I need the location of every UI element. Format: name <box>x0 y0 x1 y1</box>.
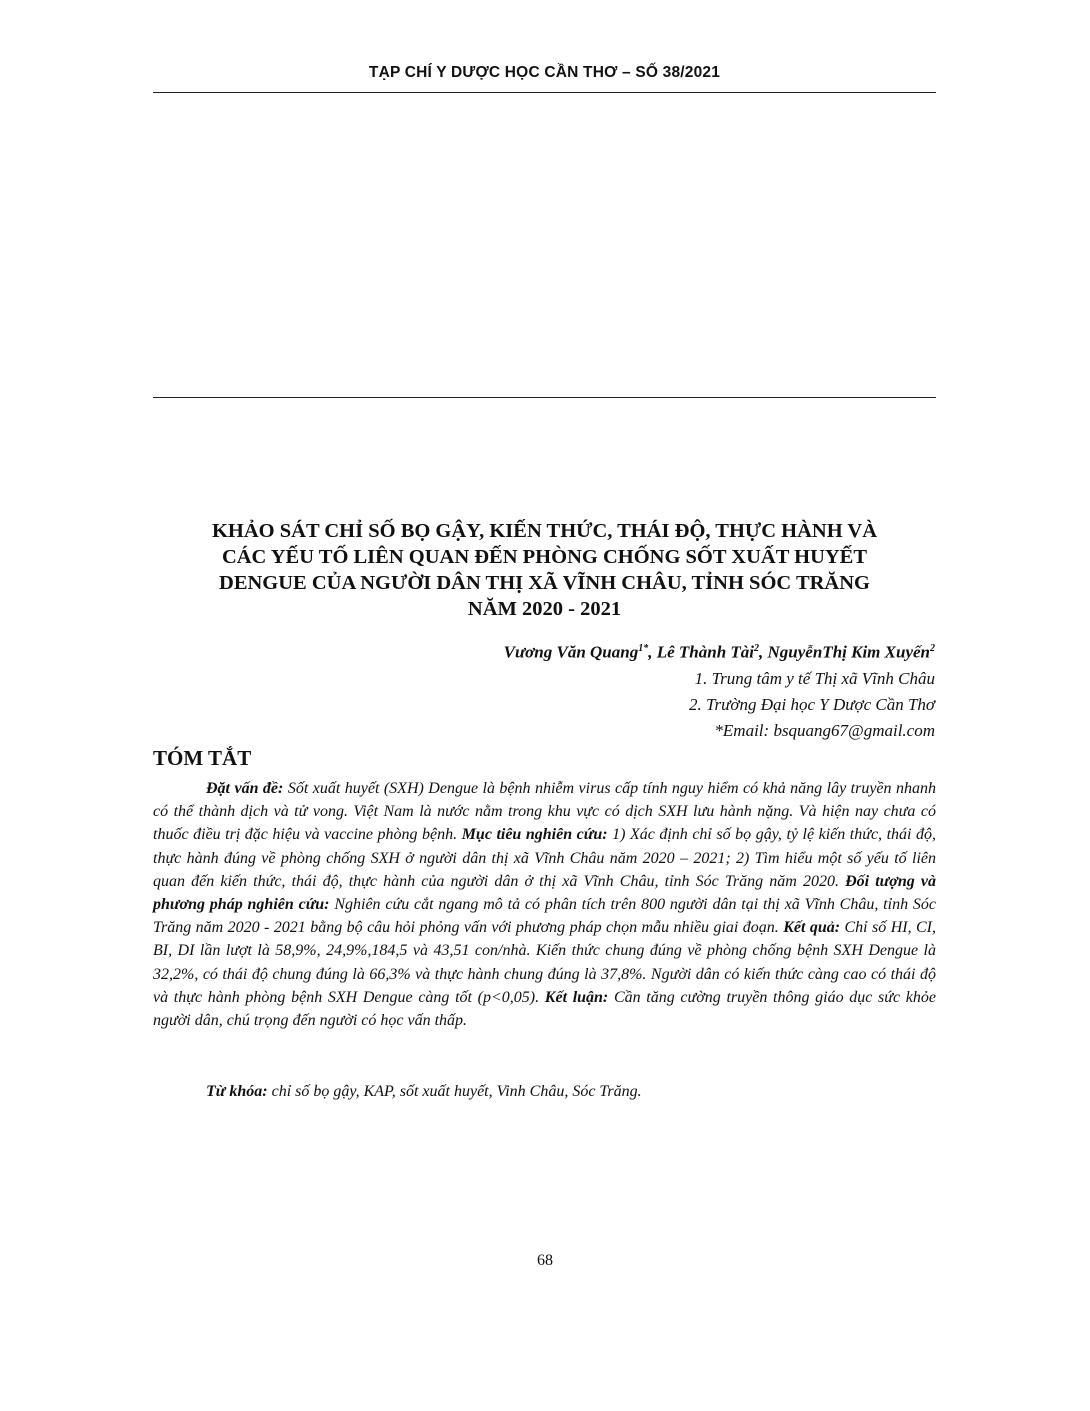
corresponding-email: *Email: bsquang67@gmail.com <box>714 720 935 740</box>
author-block <box>504 636 935 744</box>
header-rule <box>153 92 936 93</box>
title-line: NĂM 2020 - 2021 <box>467 598 622 620</box>
journal-header: TẠP CHÍ Y DƯỢC HỌC CẦN THƠ – SỐ 38/2021 <box>368 64 721 81</box>
keywords-label: Từ khóa: <box>206 1083 268 1100</box>
method-text: Nghiên cứu cắt ngang mô tả có phân tích trên 800 người dân tại thị xã Vĩnh Châu, tỉnh Sóc Trăng năm 2020 - 2021 bằng bộ câu hỏi phỏng vấn với phương pháp chọn mẫu nhiều giai đoạn. <box>153 896 937 937</box>
method-label: Đối tượng và phương pháp nghiên cứu: <box>153 872 936 914</box>
abstract-body <box>153 777 936 1032</box>
section-rule <box>153 397 936 398</box>
author-3: NguyễnThị Kim Xuyến <box>767 642 930 662</box>
keywords <box>206 1080 642 1103</box>
conclusion-text: Cần tăng cường truyền thông giáo dục sức khỏe người dân, chú trọng đến người có học vấn thấp. <box>153 988 936 1030</box>
affiliation-2: 2. Trường Đại học Y Dược Cần Thơ <box>688 694 935 714</box>
objective-label: Mục tiêu nghiên cứu: <box>461 826 608 844</box>
title-line: KHẢO SÁT CHỈ SỐ BỌ GẬY, KIẾN THỨC, THÁI ĐỘ, THỰC HÀNH VÀ <box>211 520 878 542</box>
result-text: Chỉ số HI, CI, BI, DI lần lượt là 58,9%, 24,9%,184,5 và 43,51 con/nhà. Kiến thức chung đúng về phòng chống bệnh SXH Dengue là 32,2%, có thái độ chung đúng là 66,3% và thực hành chung đúng là 37,8%. Người dân có kiến thức càng cao có thái độ và thực hành phòng bệnh SXH Dengue càng tốt (p<0,05). <box>153 919 937 1006</box>
background-text: Sốt xuất huyết (SXH) Dengue là bệnh nhiễm virus cấp tính nguy hiểm có khả năng lây truyền nhanh có thể thành dịch và tử vong. Việt Nam là nước nằm trong khu vực có dịch SXH lưu hành nặng. Và hiện nay chưa có thuốc điều trị đặc hiệu và vaccine phòng bệnh. <box>153 780 936 844</box>
result-label: Kết quả: <box>783 919 841 937</box>
author-1-sup: 1* <box>638 643 649 654</box>
author-separator: , <box>648 642 657 662</box>
title-line: CÁC YẾU TỐ LIÊN QUAN ĐẾN PHÒNG CHỐNG SỐT XUẤT HUYẾT <box>221 546 868 568</box>
author-2: Lê Thành Tài <box>656 642 755 662</box>
title-line: DENGUE CỦA NGƯỜI DÂN THỊ XÃ VĨNH CHÂU, TỈNH SÓC TRĂNG <box>219 572 870 594</box>
conclusion-label: Kết luận: <box>544 988 609 1006</box>
author-names <box>504 636 935 666</box>
author-separator: , <box>759 642 768 662</box>
background-label: Đặt vấn đề: <box>206 780 284 797</box>
author-1: Vương Văn Quang <box>503 642 639 662</box>
author-3-sup: 2 <box>930 643 935 654</box>
page-number: 68 <box>537 1252 553 1269</box>
keywords-text: chỉ số bọ gậy, KAP, sốt xuất huyết, Vinh Châu, Sóc Trăng. <box>267 1083 642 1100</box>
abstract-heading: TÓM TẮT <box>153 746 252 770</box>
objective-text: 1) Xác định chỉ số bọ gậy, tỷ lệ kiến thức, thái độ, thực hành đúng về phòng chống SXH ở người dân thị xã Vĩnh Châu năm 2020 – 2021; 2) Tìm hiểu một số yếu tố liên quan đến kiến thức, thái độ, thực hành của người dân ở thị xã Vĩnh Châu, tỉnh Sóc Trăng năm 2020. <box>153 826 936 890</box>
author-2-sup: 2 <box>754 643 760 654</box>
article-title <box>153 518 936 622</box>
affiliation-1: 1. Trung tâm y tế Thị xã Vĩnh Châu <box>694 668 935 688</box>
